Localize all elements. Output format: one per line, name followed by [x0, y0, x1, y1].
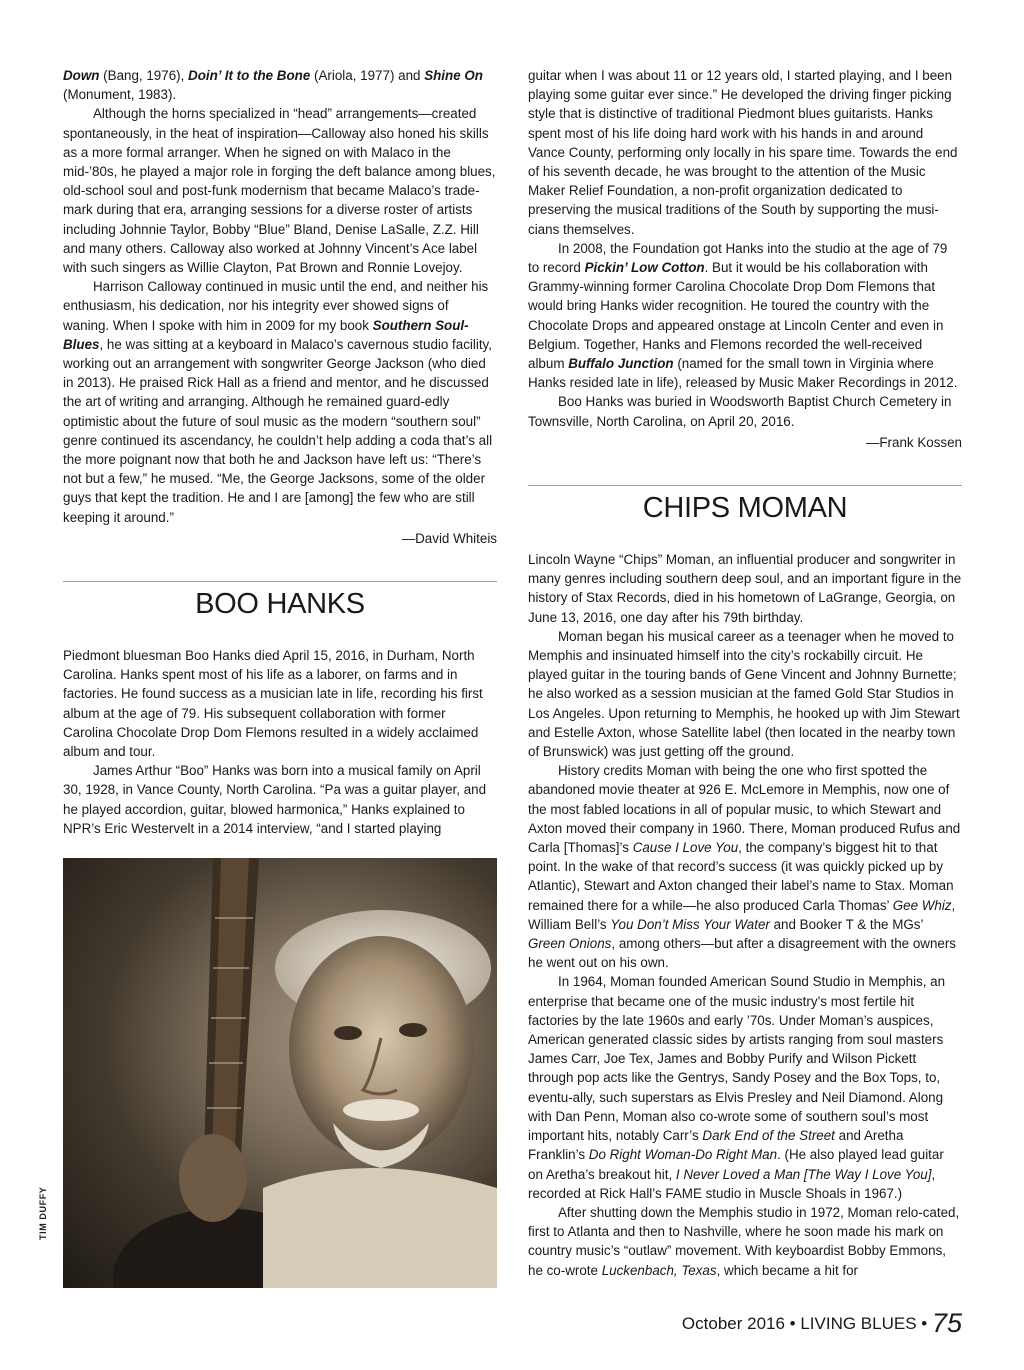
photo-credit: TIM DUFFY — [38, 1186, 48, 1240]
song-title: You Don’t Miss Your Water — [610, 916, 770, 932]
song-title: Cause I Love You — [632, 840, 739, 856]
paragraph: Harrison Calloway continued in music until the end, and neither his enthusiasm, his dedication, nor his integrity ever showed signs of waning. When I spoke with him in 2009 for my book Southern Soul-Blues, he was sitting at a keyboard in Malaco’s cavernous studio facility, working out an arrangement with songwriter George Jackson (who died in 2013). He praised Rick Hall as a friend and mentor, and he discussed the art of writing and arranging. Although he remained guard-edly optimistic about the future of soul music as the modern “southern soul” genre continued its ascendancy, he couldn’t help adding a coda that’s all the more poignant now that both he and Jackson have left us: “There’s not but a few,” he mused. “Me, the George Jacksons, some of the older guys that kept the tradition. He and I are [among] the few who are still keeping it around.” — [63, 279, 493, 525]
album-title: Shine On — [424, 68, 483, 83]
paragraph: James Arthur “Boo” Hanks was born into a musical family on April 30, 1928, in Vance County, North Carolina. “Pa was a guitar player, and he played accordion, guitar, blowed harmonica,” Hanks explained to NPR’s Eric Westervelt in a 2014 interview, “and I started playing — [63, 763, 487, 836]
left-column — [63, 66, 497, 548]
paragraph: Moman began his musical career as a teenager when he moved to Memphis and insinuated himself into the city’s rockabilly circuit. He played guitar in the touring bands of Gene Vincent and Johnny Burnette; he also worked as a session musician at the famed Gold Star Studios in Los Angeles. Upon returning to Memphis, he hooked up with Jim Stewart and Estelle Axton, whose Satellite label (then located in the nearby town of Brunswick) was just getting off the ground. — [528, 628, 960, 760]
song-title: I Never Loved a Man [The Way I Love You] — [675, 1166, 932, 1182]
paragraph: Lincoln Wayne “Chips” Moman, an influential producer and songwriter in many genres including southern deep soul, and an important figure in the history of Stax Records, died in his hometown of LaGrange, Georgia, on June 13, 2016, one day after his 79th birthday. — [528, 552, 962, 625]
song-title: Do Right Woman-Do Right Man — [588, 1147, 778, 1163]
section-divider — [63, 581, 497, 582]
chips-moman-article — [528, 550, 962, 1280]
author-signature: —Frank Kossen — [865, 434, 962, 450]
book-title: Southern Soul-Blues — [63, 317, 469, 352]
section-divider — [528, 485, 962, 486]
song-title: Dark End of the Street — [702, 1128, 835, 1144]
paragraph: Although the horns specialized in “head” arrangements—created spontaneously, in the heat of inspiration—Calloway also honed his skills as a more formal arranger. When he signed on with Malaco in the mid-’80s, he played a major role in forging the deft balance among blues, old-school soul and post-funk modernism that became Malaco’s trade-mark during that era, arranging sessions for a diverse roster of artists including Johnnie Taylor, Bobby “Blue” Bland, Denise LaSalle, Z.Z. Hill and many others. Calloway also worked at Johnny Vincent’s Ace label with such singers as Willie Clayton, Pat Brown and Ronnie Lovejoy. — [63, 106, 496, 276]
album-title: Doin’ It to the Bone — [188, 68, 311, 83]
paragraph: Boo Hanks was buried in Woodsworth Baptist Church Cemetery in Townsville, North Carolina, on April 20, 2016. — [528, 394, 952, 429]
album-title: Down — [63, 68, 100, 83]
section-heading-boo-hanks: BOO HANKS — [195, 588, 365, 620]
boo-hanks-photo — [63, 858, 497, 1288]
song-title: Green Onions — [528, 936, 612, 952]
paragraph: History credits Moman with being the one who first spotted the abandoned movie theater at 926 E. McLemore in Memphis, now one of the most fabled locations in all of popular music, to which Stewart and Axton moved their company in 1960. There, Moman produced Rufus and Carla [Thomas]’s Cause I Love You, the company’s biggest hit to that point. In the wake of that record’s success (it was quickly picked up by Atlantic), Stewart and Axton changed their label’s name to Stax. Moman remained there for a while—he also produced Carla Thomas’ Gee Whiz, William Bell’s You Don’t Miss Your Water and Booker T & the MGs’ Green Onions, among others—but after a disagreement with the owners he went out on his own. — [528, 763, 961, 971]
page-footer — [682, 1308, 962, 1339]
song-title: Gee Whiz — [892, 897, 952, 913]
paragraph: After shutting down the Memphis studio in 1972, Moman relo-cated, first to Atlanta and then to Nashville, where he soon made his mark on country music’s “outlaw” movement. With keyboardist Bobby Emmons, he co-wrote Luckenbach, Texas, which became a hit for — [528, 1204, 960, 1278]
song-title: Luckenbach, Texas — [601, 1262, 717, 1278]
footer-issue: October 2016 • LIVING BLUES • — [681, 1314, 932, 1333]
paragraph: In 1964, Moman founded American Sound Studio in Memphis, an enterprise that became one of the music industry’s most fertile hit factories by the late 1960s and early ’70s. Under Moman’s auspices, American generated classic sides by artists ranging from soul masters James Carr, Joe Tex, James and Bobby Purify and Wilson Pickett through pop acts like the Gentrys, Sandy Posey and the Box Tops, to, eventu-ally, such superstars as Elvis Presley and Neil Diamond. Along with Dan Penn, Moman also co-wrote some of southern soul’s most important hits, notably Carr’s Dark End of the Street and Aretha Franklin’s Do Right Woman-Do Right Man. (He also played lead guitar on Aretha’s breakout hit, I Never Loved a Man [The Way I Love You], recorded at Rick Hall’s FAME studio in Muscle Shoals in 1967.) — [528, 974, 946, 1201]
album-title: Pickin’ Low Cotton — [584, 260, 705, 276]
author-signature: —David Whiteis — [401, 530, 497, 546]
paragraph: guitar when I was about 11 or 12 years old, I started playing, and I been playing some guitar ever since.” He developed the driving finger picking style that is distinctive of traditional Piedmont blues guitarists. Hanks spent most of his life doing hard work with his hands in and around Vance County, performing only locally in his spare time. Towards the end of his seventh decade, he was brought to the attention of the Music Maker Relief Foundation, a non-profit organization dedicated to preserving the musical traditions of the South by supporting the musi-cians themselves. — [528, 68, 958, 237]
paragraph: Down (Bang, 1976), Doin’ It to the Bone (Ariola, 1977) and Shine On (Monument, 1983). — [63, 68, 483, 103]
section-heading-chips-moman: CHIPS MOMAN — [642, 492, 848, 524]
boo-hanks-article — [63, 646, 497, 838]
paragraph: Piedmont bluesman Boo Hanks died April 15, 2016, in Durham, North Carolina. Hanks spent most of his life as a laborer, on farms and in factories. He found success as a musician late in life, recording his first album at the age of 79. His subsequent collaboration with former Carolina Chocolate Drop Dom Flemons resulted in a widely acclaimed album and tour. — [63, 648, 483, 760]
page-number: 75 — [931, 1308, 962, 1338]
right-column — [528, 66, 962, 452]
album-title: Buffalo Junction — [568, 356, 674, 372]
portrait-image — [63, 858, 497, 1288]
paragraph: In 2008, the Foundation got Hanks into the studio at the age of 79 to record Pickin’ Low Cotton. But it would be his collaboration with Grammy-winning former Carolina Chocolate Drop Dom Flemons that would bring Hanks wider recognition. He toured the country with the Chocolate Drops and appeared onstage at Lincoln Center and even in Belgium. Together, Hanks and Flemons recorded the well-received album Buffalo Junction (named for the small town in Virginia where Hanks resided late in life), released by Music Maker Recordings in 2012. — [528, 240, 958, 391]
